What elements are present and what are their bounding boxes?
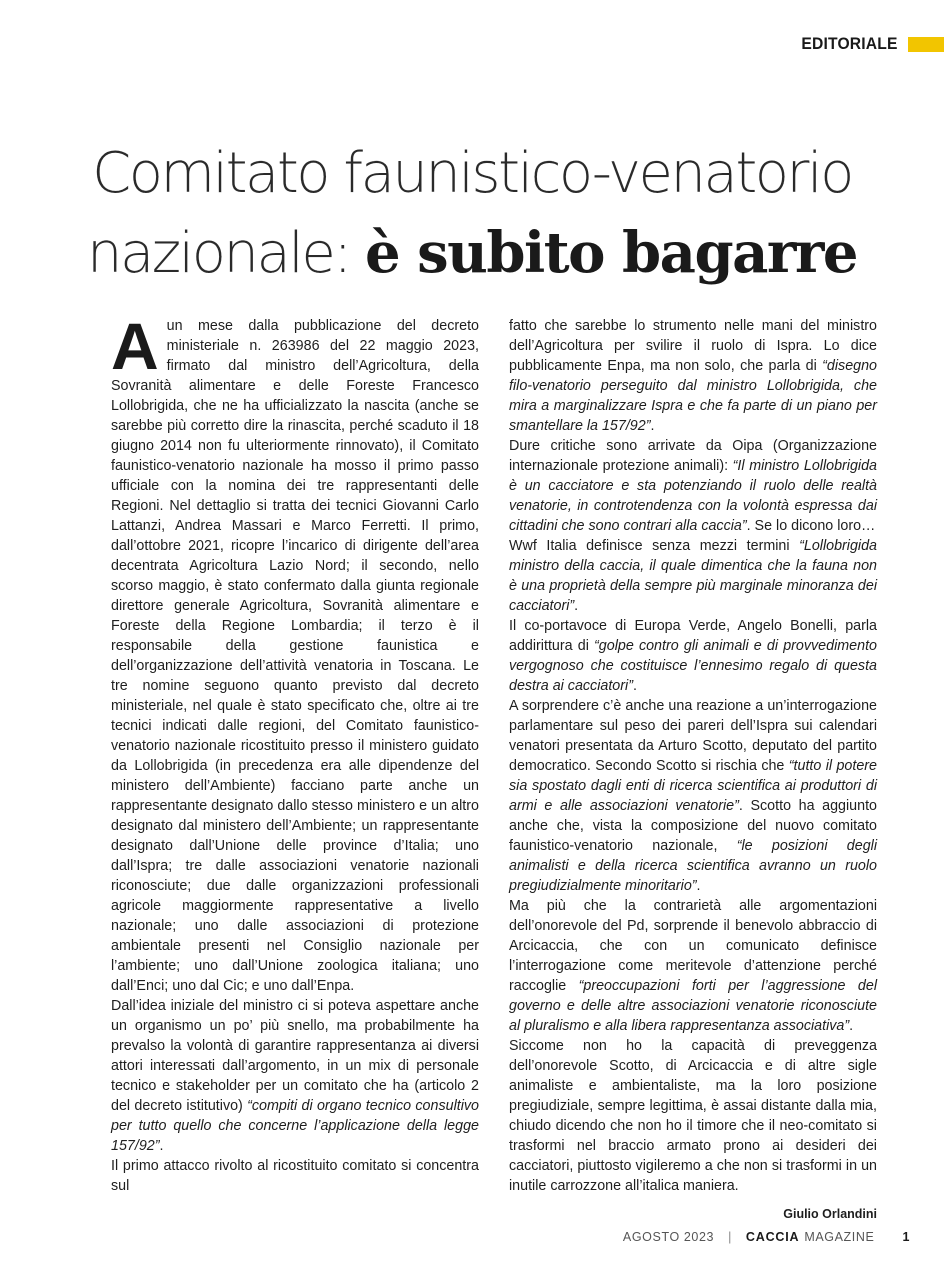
- paragraph-quote: “compiti di organo tecnico consultivo per tutto quello che concerne l’applicazione della legge 157/92”: [111, 1098, 479, 1154]
- page-footer: [623, 1230, 910, 1244]
- paragraph-quote: “golpe contro gli animali e di provvedimento vergognoso che costituisce l’ennesimo regalo di questa destra ai cacciatori”: [509, 638, 877, 694]
- section-label: EDITORIALE: [801, 34, 898, 53]
- paragraph-text: Il co-portavoce di Europa Verde, Angelo Bonelli, parla addirittura di: [509, 618, 877, 654]
- paragraph-text: A sorprendere c’è anche una reazione a un’interrogazione parlamentare sul peso dei pareri dell’Ispra sui calendari venatori presentata da Arturo Scotto, deputato del partito democratico. Secondo Scotto si rischia che: [509, 698, 877, 774]
- paragraph: [509, 696, 877, 896]
- headline-bold: è subito bagarre: [364, 220, 858, 286]
- paragraph-text: .: [574, 598, 579, 614]
- magazine-brand-suffix: MAGAZINE: [804, 1230, 875, 1244]
- paragraph-quote: “le posizioni degli animalisti e della ricerca scientifica avranno un ruolo pregiudizialmente minoritario”: [509, 838, 877, 894]
- magazine-brand: CACCIA: [745, 1230, 800, 1244]
- paragraph-quote: “preoccupazioni forti per l’aggressione del governo e delle altre associazioni venatorie riconosciute al pluralismo e alla libera rappresentanza associativa”: [509, 978, 877, 1034]
- headline-light-1: Comitato faunistico-venatorio: [92, 141, 852, 206]
- paragraph-text: Siccome non ho la capacità di preveggenza dell’onorevole Scotto, di Arcicaccia e di altre sigle animaliste e ambientaliste, ma la loro posizione pregiudiziale, sempre legittima, è assai distante dalla mia, chiudo dicendo che non ho il timore che il neo-comitato si trasformi nel braccio armato prono ai desideri dei cacciatori, piuttosto vigileremo a che non si trasformi in un inutile carrozzone all’italica maniera.: [509, 1038, 877, 1194]
- paragraph: [111, 1156, 479, 1196]
- paragraph-text: .: [632, 678, 637, 694]
- paragraph: [509, 896, 877, 1036]
- paragraph-quote: “disegno filo-venatorio perseguito dal ministro Lollobrigida, che mira a marginalizzare Ispra e che fa parte di un piano per smantellare la 157/92”: [509, 358, 877, 434]
- paragraph-quote: “tutto il potere sia spostato dagli enti di ricerca scientifica ai produttori di armi e alle associazioni venatorie”: [509, 758, 877, 814]
- paragraph-text: Wwf Italia definisce senza mezzi termini: [509, 538, 800, 554]
- paragraph-text: fatto che sarebbe lo strumento nelle mani del ministro dell’Agricoltura per svilire il ruolo di Ispra. Lo dice pubblicamente Enpa, ma non solo, che parla di: [509, 318, 877, 374]
- headline-line-1: [40, 138, 904, 217]
- paragraph-text: Dall’idea iniziale del ministro ci si poteva aspettare anche un organismo un po’ più snello, ma probabilmente ha prevalso la volontà di garantire rappresentanza ai diversi attori interessati dall’argomento, in un mix di personale tecnico e stakeholder per un comitato che ha (articolo 2 del decreto istitutivo): [111, 998, 479, 1114]
- paragraph-text: Dure critiche sono arrivate da Oipa (Organizzazione internazionale protezione animali):: [509, 438, 877, 474]
- paragraph: [509, 1036, 877, 1196]
- headline-line-2: [40, 217, 904, 297]
- dropcap: A: [111, 309, 159, 383]
- paragraph: [509, 436, 877, 536]
- paragraph-quote: “Lollobrigida ministro della caccia, il quale dimentica che la fauna non è una proprietà della sempre più marginale minoranza dei cacciatori”: [509, 538, 877, 614]
- article-column-right: [509, 316, 877, 1224]
- author-signature: Giulio Orlandini: [783, 1207, 877, 1221]
- paragraph-text: Ma più che la contrarietà alle argomentazioni dell’onorevole del Pd, sorprende il benevolo abbraccio di Arcicaccia, che con un comunicato definisce l’interrogazione come meritevole d’attenzione perché raccoglie: [509, 898, 877, 994]
- paragraph: [509, 616, 877, 696]
- issue-date: AGOSTO 2023: [622, 1230, 715, 1244]
- paragraph: [509, 316, 877, 436]
- paragraph: [111, 309, 479, 996]
- headline: [40, 138, 904, 297]
- paragraph-text: . Scotto ha aggiunto anche che, vista la composizione del nuovo comitato faunistico-venatorio nazionale,: [509, 798, 877, 854]
- paragraph-text: . Se lo dicono loro…: [746, 518, 876, 534]
- section-accent-bar: [908, 37, 944, 52]
- paragraph-text: un mese dalla pubblicazione del decreto ministeriale n. 263986 del 22 maggio 2023, firmato dal ministro dell’Agricoltura, della Sovranità alimentare e delle Foreste Francesco Lollobrigida, che ne ha ufficializzato la nascita (anche se sarebbe più corretto dire la rinascita, perché scaduto il 18 giugno 2014 non fu ulteriormente rinnovato), il Comitato faunistico-venatorio nazionale ha mosso il primo passo ufficiale con la nomina dei tre rappresentanti delle Regioni. Nel dettaglio si tratta dei tecnici Giovanni Carlo Lattanzi, Andrea Massari e Marco Ferretti. Il primo, dall’ottobre 2021, ricopre l’incarico di dirigente dell’area decentrata Agricoltura Lazio Nord; il secondo, nello scorso maggio, è stato confermato dalla giunta regionale direttore generale Agricoltura, Sovranità alimentare e Foreste della Regione Lombardia; il terzo è il responsabile della gestione faunistica e dell’organizzazione dell’attività venatoria in Toscana. Le tre nomine seguono quanto previsto dal decreto ministeriale, nel quale è stato specificato che, oltre ai tre tecnici indicati dalle regioni, del Comitato faunistico-venatorio nazionale ricostituito presso il ministero guidato da Lollobrigida (in precedenza era alle dipendenze del ministero dell’Ambiente) facciano parte anche un rappresentante designato dallo stesso ministero e un altro designato dal ministero dell’Ambiente; un rappresentante designato dall’Unione delle province d’Italia; uno dall’Ispra; tre dalle associazioni venatorie nazionali riconosciute; due dalle organizzazioni professionali agricole maggiormente rappresentative a livello nazionale; uno dalle associazioni di protezione ambientale presenti nel Consiglio nazionale per l’ambiente; uno dall’Unione zoologica italiana; uno dall’Enci; uno dal Cic; e uno dall’Enpa.: [111, 318, 479, 994]
- paragraph: [509, 536, 877, 616]
- paragraph-quote: “Il ministro Lollobrigida è un cacciatore e sta potenziando il ruolo delle realtà venatorie, in controtendenza con la volontà espressa dai cittadini che sono contrari alla caccia”: [509, 458, 877, 534]
- paragraph-text: Il primo attacco rivolto al ricostituito comitato si concentra sul: [111, 1158, 479, 1194]
- footer-separator: |: [728, 1230, 732, 1244]
- paragraph-text: .: [696, 878, 701, 894]
- paragraph: [111, 996, 479, 1156]
- paragraph-text: .: [159, 1138, 164, 1154]
- section-tag: [793, 34, 944, 54]
- article-column-left: [111, 309, 479, 1196]
- paragraph-text: .: [849, 1018, 854, 1034]
- headline-light-2: nazionale:: [86, 221, 365, 286]
- paragraph-text: .: [650, 418, 655, 434]
- page-number: 1: [902, 1230, 910, 1244]
